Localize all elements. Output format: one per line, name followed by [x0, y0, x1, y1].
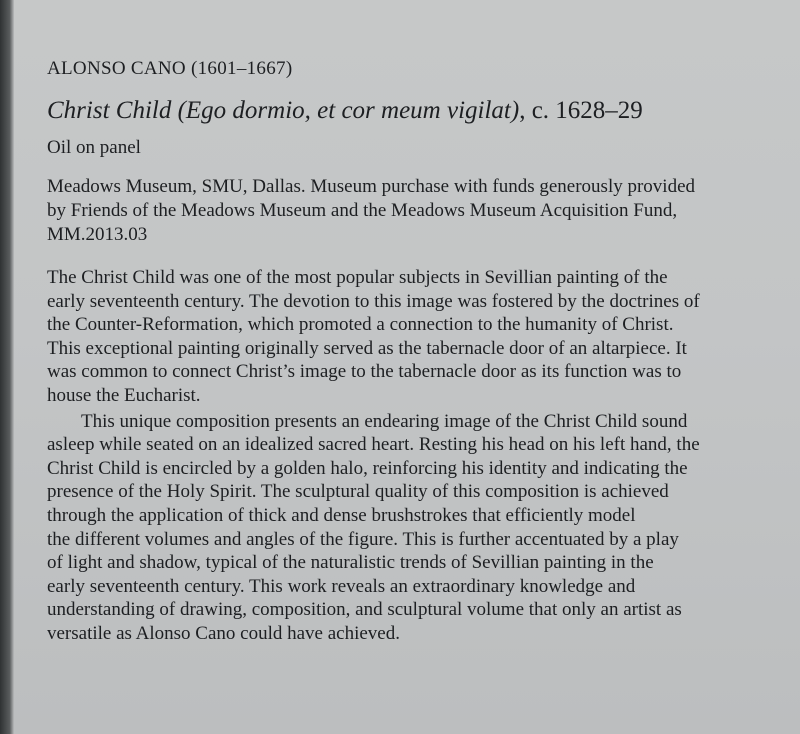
paragraph-line: This unique composition presents an endearing image of the Christ Child sound [81, 410, 688, 432]
description-paragraph-1 [47, 266, 759, 408]
paragraph-line: asleep while seated on an idealized sacred heart. Resting his head on his left hand, the [47, 434, 700, 456]
wall-edge-shadow [0, 0, 14, 734]
label-content [47, 58, 759, 646]
description-paragraph-2 [47, 410, 759, 646]
paragraph-line: Christ Child is encircled by a golden halo, reinforcing his identity and indicating the [47, 457, 688, 479]
credit-line-text: MM.2013.03 [47, 224, 148, 245]
paragraph-line: understanding of drawing, composition, and sculptural volume that only an artist as [47, 599, 682, 621]
artwork-date: , c. 1628–29 [519, 97, 643, 124]
artwork-title [47, 97, 759, 125]
artwork-medium: Oil on panel [47, 137, 141, 158]
paragraph-line: house the Eucharist. [47, 384, 201, 406]
credit-line [47, 175, 759, 247]
paragraph-line: was common to connect Christ’s image to the tabernacle door as its function was to [47, 361, 682, 383]
paragraph-line: presence of the Holy Spirit. The sculptural quality of this composition is achieved [47, 481, 669, 503]
artist-name: ALONSO CANO (1601–1667) [47, 58, 293, 79]
credit-line-text: Meadows Museum, SMU, Dallas. Museum purchase with funds generously provided [47, 176, 696, 197]
artwork-title-italic: Christ Child (Ego dormio, et cor meum vigilat) [47, 97, 520, 124]
paragraph-line: The Christ Child was one of the most popular subjects in Sevillian painting of the [47, 267, 668, 288]
paragraph-line: through the application of thick and dense brushstrokes that efficiently model [47, 504, 636, 526]
paragraph-line: early seventeenth century. This work reveals an extraordinary knowledge and [47, 575, 636, 597]
paragraph-line: This exceptional painting originally served as the tabernacle door of an altarpiece. It [47, 337, 687, 359]
credit-line-text: by Friends of the Meadows Museum and the Meadows Museum Acquisition Fund, [47, 200, 678, 221]
paragraph-line: versatile as Alonso Cano could have achieved. [47, 622, 400, 644]
paragraph-line: early seventeenth century. The devotion to this image was fostered by the doctrines of [47, 290, 700, 312]
paragraph-line: the Counter-Reformation, which promoted a connection to the humanity of Christ. [47, 314, 674, 336]
paragraph-line: the different volumes and angles of the figure. This is further accentuated by a play [47, 528, 679, 550]
paragraph-line: of light and shadow, typical of the naturalistic trends of Sevillian painting in the [47, 552, 654, 574]
